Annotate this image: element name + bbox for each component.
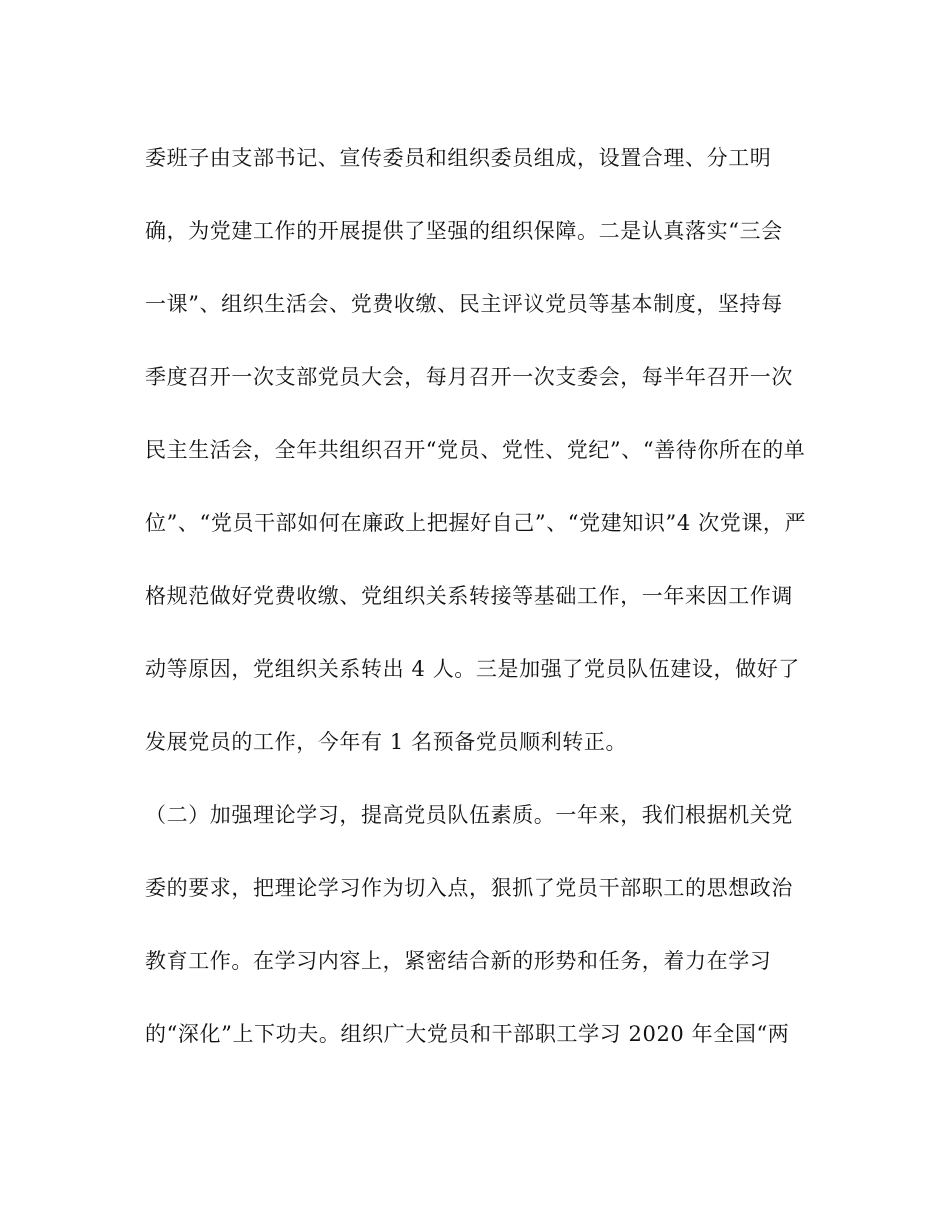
text-line: 一课”、组织生活会、党费收缴、民主评议党员等基本制度，坚持每 — [145, 292, 783, 316]
text-line: 格规范做好党费收缴、党组织关系转接等基础工作，一年来因工作调 — [145, 584, 793, 608]
text-line: 民主生活会，全年共组织召开“党员、党性、党纪”、“善待你所在的单 — [145, 438, 806, 462]
text-line: 确，为党建工作的开展提供了坚强的组织保障。二是认真落实“三会 — [145, 219, 783, 243]
text-line: 动等原因，党组织关系转出 4 人。三是加强了党员队伍建设，做好了 — [145, 657, 800, 681]
text-line: 发展党员的工作，今年有 1 名预备党员顺利转正。 — [145, 730, 628, 754]
text-line: 的“深化”上下功夫。组织广大党员和干部职工学习 2020 年全国“两 — [145, 1022, 790, 1046]
text-line: 委班子由支部书记、宣传委员和组织委员组成，设置合理、分工明 — [145, 146, 772, 170]
body-text — [145, 136, 825, 1085]
text-line: 季度召开一次支部党员大会，每月召开一次支委会，每半年召开一次 — [145, 365, 793, 389]
section-heading-line: （二）加强理论学习，提高党员队伍素质。一年来，我们根据机关党 — [145, 803, 793, 827]
text-line: 位”、“党员干部如何在廉政上把握好自己”、“党建知识”4 次党课，严 — [145, 511, 807, 535]
text-line: 委的要求，把理论学习作为切入点，狠抓了党员干部职工的思想政治 — [145, 876, 793, 900]
text-line: 教育工作。在学习内容上，紧密结合新的形势和任务，着力在学习 — [145, 949, 772, 973]
